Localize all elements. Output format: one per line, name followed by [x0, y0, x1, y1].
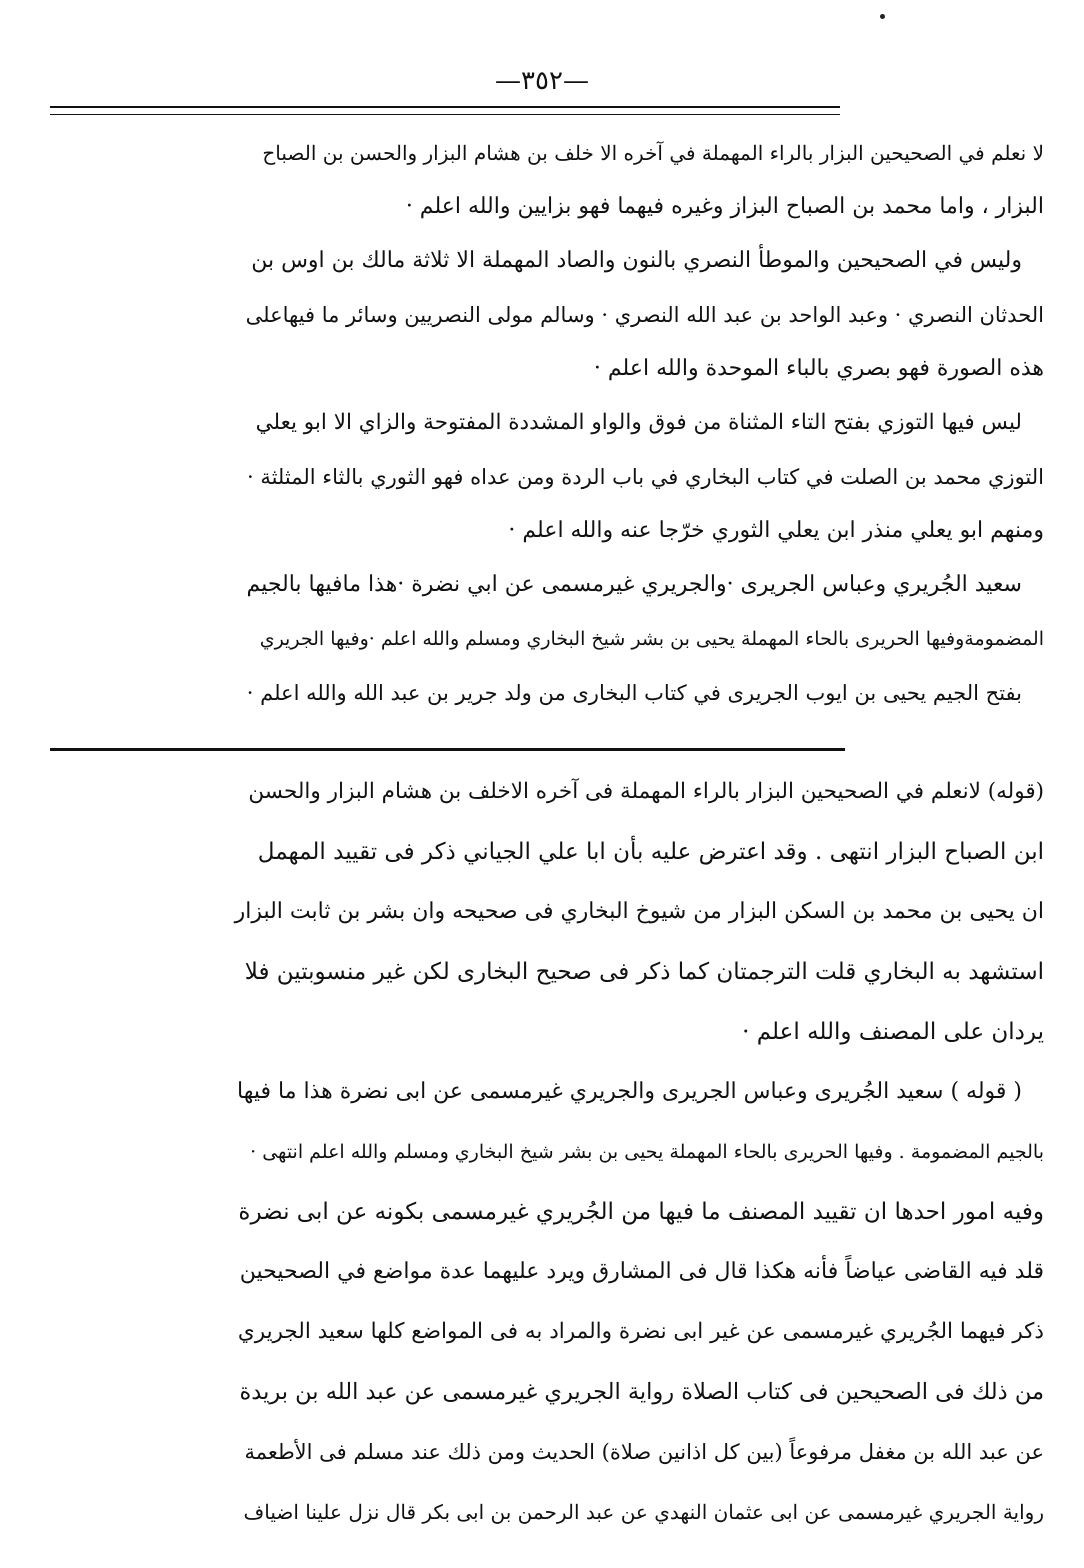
ink-dot [880, 14, 885, 19]
text-line: ليس فيها التوزي بفتح التاء المثناة من فوق والواو المشددة المفتوحة والزاي الا ابو يعلي [255, 410, 1022, 435]
main-paragraph-4 [244, 558, 1044, 720]
text-line: البزار ، واما محمد بن الصباح البزاز وغيره فيهما فهو بزايين والله اعلم · [405, 194, 1044, 219]
commentary-text [232, 762, 1044, 1542]
commentary-paragraph-2 [232, 1062, 1044, 1542]
main-paragraph-1 [244, 126, 1044, 234]
header-rule [50, 106, 840, 115]
text-line: المضمومةوفيها الحريرى بالحاء المهملة يحيى بن بشر شيخ البخاري ومسلم والله اعلم ·وفيها الجريري [259, 628, 1044, 650]
text-line: التوزي محمد بن الصلت في كتاب البخاري في باب الردة ومن عداه فهو الثوري بالثاء المثلثة · [246, 465, 1044, 489]
text-line: هذه الصورة فهو بصري بالباء الموحدة والله اعلم · [593, 356, 1044, 381]
text-line: (قوله) لانعلم في الصحيحين البزار بالراء المهملة فى آخره الاخلف بن هشام البزار والحسن [248, 779, 1044, 804]
text-line: لا نعلم في الصحيحين البزار بالراء المهملة في آخره الا خلف بن هشام البزار والحسن بن الصباح [262, 141, 1044, 165]
text-line: ذكر فيهما الجُريري غيرمسمى عن غير ابى نضرة والمراد به فى المواضع كلها سعيد الجريري [237, 1319, 1044, 1344]
text-line: وفيه امور احدها ان تقييد المصنف ما فيها من الجُريري غيرمسمى بكونه عن ابى نضرة [238, 1199, 1044, 1225]
text-line: ان يحيى بن محمد بن السكن البزار من شيوخ البخاري فى صحيحه وان بشر بن ثابت البزار [234, 899, 1044, 924]
main-paragraph-2 [244, 234, 1044, 396]
text-line: استشهد به البخاري قلت الترجمتان كما ذكر فى صحيح البخارى لكن غير منسوبتين فلا [244, 959, 1044, 985]
text-line: بالجيم المضمومة . وفيها الحريرى بالحاء المهملة يحيى بن بشر شيخ البخاري ومسلم والله اعلم انتهى · [250, 1141, 1044, 1163]
text-line: ومنهم ابو يعلي منذر ابن يعلي الثوري خرّجا عنه والله اعلم · [508, 518, 1044, 543]
text-line: ( قوله ) سعيد الجُريرى وعباس الجريرى والجريري غيرمسمى عن ابى نضرة هذا ما فيها [237, 1079, 1022, 1104]
commentary-paragraph-1 [232, 762, 1044, 1062]
text-line: وليس في الصحيحين والموطأ النصري بالنون والصاد المهملة الا ثلاثة مالك بن اوس بن [251, 248, 1022, 273]
text-line: بفتح الجيم يحيى بن ايوب الجريرى في كتاب البخارى من ولد جرير بن عبد الله والله اعلم · [246, 681, 1022, 705]
text-line: الحدثان النصري · وعبد الواحد بن عبد الله النصري · وسالم مولى النصريين وسائر ما فيهاعلى [245, 303, 1044, 327]
page-number: —٣٥٢— [495, 66, 589, 96]
section-divider [50, 748, 845, 751]
main-text [244, 126, 1044, 720]
main-paragraph-3 [244, 396, 1044, 558]
text-line: رواية الجريري غيرمسمى عن ابى عثمان النهدي عن عبد الرحمن بن ابى بكر قال نزل علينا اضياف [243, 1500, 1044, 1524]
text-line: قلد فيه القاضى عياضاً فأنه هكذا قال فى المشارق ويرد عليهما عدة مواضع في الصحيحين [239, 1259, 1044, 1284]
text-line: ابن الصباح البزار انتهى . وقد اعترض عليه بأن ابا علي الجياني ذكر فى تقييد المهمل [257, 839, 1044, 865]
text-line: من ذلك فى الصحيحين فى كتاب الصلاة رواية الجريري غيرمسمى عن عبد الله بن بريدة [239, 1379, 1044, 1405]
text-line: سعيد الجُريري وعباس الجريرى ·والجريري غيرمسمى عن ابي نضرة ·هذا مافيها بالجيم [246, 572, 1022, 597]
text-line: يردان على المصنف والله اعلم · [742, 1019, 1044, 1045]
text-line: عن عبد الله بن مغفل مرفوعاً (بين كل اذانين صلاة) الحديث ومن ذلك عند مسلم فى الأطعمة [244, 1440, 1044, 1464]
